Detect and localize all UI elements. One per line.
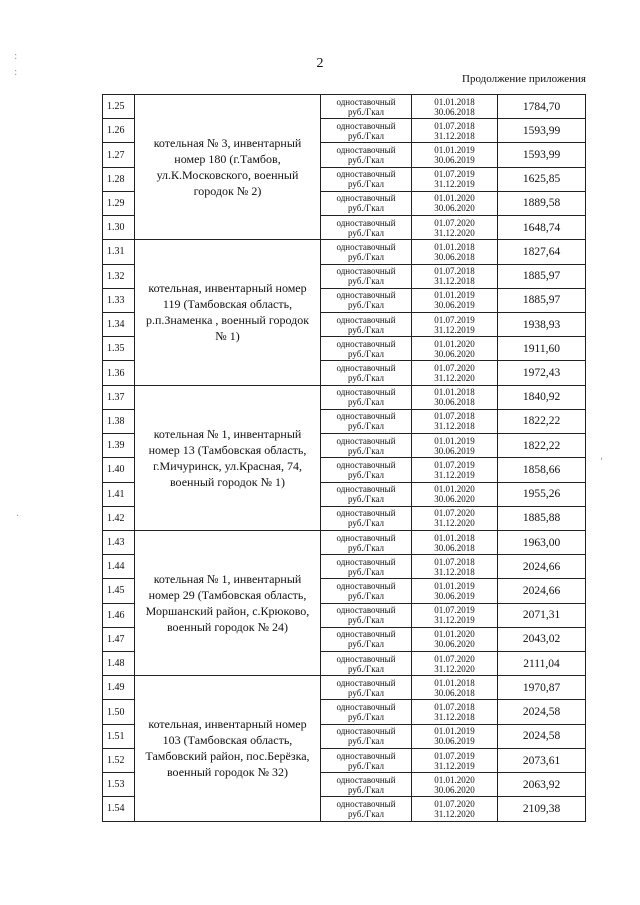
- period-end: 31.12.2020: [434, 373, 475, 384]
- tariff-type: [321, 482, 412, 506]
- tariff-type-label: одноставочный: [336, 459, 396, 470]
- tariff-type-label: одноставочный: [336, 702, 396, 713]
- tariff-type-label: одноставочный: [336, 314, 396, 325]
- tariff-unit: руб./Гкал: [347, 590, 385, 601]
- tariff-value: 1858,66: [498, 458, 586, 482]
- row-number: 1.52: [103, 748, 135, 772]
- period-start: 01.07.2019: [434, 750, 475, 761]
- period-end: 31.12.2020: [434, 518, 475, 529]
- boiler-house-name: котельная, инвентарный номер 119 (Тамбовская область, р.п.Знаменка , военный городок № 1): [135, 240, 321, 385]
- tariff-unit: руб./Гкал: [347, 179, 385, 190]
- validity-period: [412, 167, 498, 191]
- tariff-type-label: одноставочный: [336, 532, 396, 543]
- tariff-value: 2043,02: [498, 627, 586, 651]
- row-number: 1.42: [103, 506, 135, 530]
- scan-mark: :: [14, 51, 18, 62]
- period-end: 31.12.2019: [434, 469, 475, 480]
- row-number: 1.32: [103, 264, 135, 288]
- boiler-house-name: котельная № 1, инвентарный номер 13 (Тамбовская область, г.Мичуринск, ул.Красная, 74, военный городок № 1): [135, 385, 321, 530]
- tariff-type: [321, 337, 412, 361]
- tariff-table: [102, 94, 586, 822]
- row-number: 1.34: [103, 312, 135, 336]
- tariff-value: 1784,70: [498, 95, 586, 119]
- tariff-type: [321, 797, 412, 821]
- period-start: 01.01.2019: [434, 580, 475, 591]
- table-row: [103, 240, 586, 264]
- tariff-unit: руб./Гкал: [347, 373, 385, 384]
- boiler-house-name: котельная, инвентарный номер 103 (Тамбовская область, Тамбовский район, пос.Берёзка, военный городок № 32): [135, 676, 321, 821]
- row-number: 1.37: [103, 385, 135, 409]
- tariff-type: [321, 167, 412, 191]
- period-end: 31.12.2019: [434, 760, 475, 771]
- row-number: 1.38: [103, 409, 135, 433]
- period-end: 30.06.2020: [434, 348, 475, 359]
- tariff-type: [321, 95, 412, 119]
- tariff-type-label: одноставочный: [336, 363, 396, 374]
- row-number: 1.27: [103, 143, 135, 167]
- tariff-type: [321, 216, 412, 240]
- tariff-value: 1963,00: [498, 530, 586, 554]
- row-number: 1.29: [103, 191, 135, 215]
- period-end: 31.12.2020: [434, 663, 475, 674]
- period-end: 30.06.2019: [434, 445, 475, 456]
- row-number: 1.54: [103, 797, 135, 821]
- validity-period: [412, 724, 498, 748]
- period-end: 31.12.2018: [434, 276, 475, 287]
- tariff-value: 1972,43: [498, 361, 586, 385]
- scan-mark: ,: [600, 451, 604, 462]
- period-end: 30.06.2020: [434, 494, 475, 505]
- tariff-type: [321, 119, 412, 143]
- period-end: 31.12.2020: [434, 227, 475, 238]
- tariff-unit: руб./Гкал: [347, 639, 385, 650]
- validity-period: [412, 288, 498, 312]
- tariff-type: [321, 652, 412, 676]
- tariff-type-label: одноставочный: [336, 338, 396, 349]
- period-start: 01.07.2019: [434, 169, 475, 180]
- period-end: 30.06.2019: [434, 590, 475, 601]
- row-number: 1.33: [103, 288, 135, 312]
- tariff-type: [321, 385, 412, 409]
- period-start: 01.01.2020: [434, 338, 475, 349]
- tariff-value: 2024,66: [498, 579, 586, 603]
- tariff-unit: руб./Гкал: [347, 397, 385, 408]
- validity-period: [412, 458, 498, 482]
- tariff-value: 1911,60: [498, 337, 586, 361]
- tariff-unit: руб./Гкал: [347, 445, 385, 456]
- validity-period: [412, 530, 498, 554]
- period-start: 01.01.2018: [434, 387, 475, 398]
- validity-period: [412, 797, 498, 821]
- tariff-type-label: одноставочный: [336, 435, 396, 446]
- row-number: 1.51: [103, 724, 135, 748]
- validity-period: [412, 337, 498, 361]
- tariff-type: [321, 361, 412, 385]
- tariff-type-label: одноставочный: [336, 387, 396, 398]
- validity-period: [412, 627, 498, 651]
- validity-period: [412, 482, 498, 506]
- tariff-type-label: одноставочный: [336, 145, 396, 156]
- validity-period: [412, 579, 498, 603]
- period-start: 01.07.2020: [434, 508, 475, 519]
- validity-period: [412, 555, 498, 579]
- tariff-unit: руб./Гкал: [347, 687, 385, 698]
- period-end: 30.06.2018: [434, 106, 475, 117]
- tariff-type: [321, 530, 412, 554]
- scan-mark: ·: [16, 511, 20, 522]
- page-number: 2: [316, 56, 324, 71]
- period-start: 01.01.2018: [434, 532, 475, 543]
- period-start: 01.07.2018: [434, 556, 475, 567]
- tariff-type-label: одноставочный: [336, 653, 396, 664]
- period-start: 01.01.2020: [434, 484, 475, 495]
- tariff-value: 1827,64: [498, 240, 586, 264]
- period-end: 30.06.2019: [434, 736, 475, 747]
- tariff-type: [321, 676, 412, 700]
- tariff-type-label: одноставочный: [336, 580, 396, 591]
- tariff-unit: руб./Гкал: [347, 663, 385, 674]
- row-number: 1.39: [103, 434, 135, 458]
- tariff-unit: руб./Гкал: [347, 348, 385, 359]
- tariff-value: 2024,58: [498, 700, 586, 724]
- tariff-unit: руб./Гкал: [347, 712, 385, 723]
- tariff-type: [321, 506, 412, 530]
- period-end: 30.06.2018: [434, 542, 475, 553]
- tariff-type: [321, 264, 412, 288]
- period-start: 01.07.2019: [434, 314, 475, 325]
- row-number: 1.40: [103, 458, 135, 482]
- tariff-value: 2111,04: [498, 652, 586, 676]
- validity-period: [412, 434, 498, 458]
- tariff-unit: руб./Гкал: [347, 784, 385, 795]
- row-number: 1.28: [103, 167, 135, 191]
- tariff-unit: руб./Гкал: [347, 324, 385, 335]
- tariff-type-label: одноставочный: [336, 556, 396, 567]
- tariff-unit: руб./Гкал: [347, 300, 385, 311]
- tariff-type: [321, 191, 412, 215]
- row-number: 1.47: [103, 627, 135, 651]
- tariff-type-label: одноставочный: [336, 120, 396, 131]
- validity-period: [412, 676, 498, 700]
- tariff-type-label: одноставочный: [336, 750, 396, 761]
- tariff-unit: руб./Гкал: [347, 251, 385, 262]
- tariff-type-label: одноставочный: [336, 484, 396, 495]
- tariff-type-label: одноставочный: [336, 629, 396, 640]
- period-end: 31.12.2018: [434, 566, 475, 577]
- period-start: 01.07.2018: [434, 411, 475, 422]
- tariff-unit: руб./Гкал: [347, 421, 385, 432]
- period-end: 30.06.2020: [434, 639, 475, 650]
- tariff-value: 1840,92: [498, 385, 586, 409]
- period-start: 01.01.2019: [434, 145, 475, 156]
- period-start: 01.01.2020: [434, 774, 475, 785]
- row-number: 1.43: [103, 530, 135, 554]
- tariff-unit: руб./Гкал: [347, 808, 385, 819]
- table-row: [103, 530, 586, 554]
- row-number: 1.46: [103, 603, 135, 627]
- period-end: 30.06.2018: [434, 251, 475, 262]
- validity-period: [412, 409, 498, 433]
- row-number: 1.30: [103, 216, 135, 240]
- period-end: 30.06.2019: [434, 155, 475, 166]
- tariff-unit: руб./Гкал: [347, 518, 385, 529]
- tariff-type: [321, 603, 412, 627]
- tariff-type-label: одноставочный: [336, 241, 396, 252]
- tariff-value: 1970,87: [498, 676, 586, 700]
- row-number: 1.49: [103, 676, 135, 700]
- period-start: 01.07.2020: [434, 653, 475, 664]
- validity-period: [412, 652, 498, 676]
- period-end: 30.06.2020: [434, 784, 475, 795]
- tariff-unit: руб./Гкал: [347, 494, 385, 505]
- row-number: 1.25: [103, 95, 135, 119]
- tariff-value: 2024,66: [498, 555, 586, 579]
- validity-period: [412, 700, 498, 724]
- table-row: [103, 385, 586, 409]
- tariff-type-label: одноставочный: [336, 774, 396, 785]
- period-start: 01.07.2018: [434, 266, 475, 277]
- validity-period: [412, 312, 498, 336]
- row-number: 1.31: [103, 240, 135, 264]
- tariff-type: [321, 409, 412, 433]
- boiler-house-name: котельная № 1, инвентарный номер 29 (Тамбовская область, Моршанский район, с.Крюково, военный городок № 24): [135, 530, 321, 675]
- period-end: 31.12.2020: [434, 808, 475, 819]
- tariff-type-label: одноставочный: [336, 677, 396, 688]
- period-end: 31.12.2019: [434, 179, 475, 190]
- tariff-unit: руб./Гкал: [347, 566, 385, 577]
- validity-period: [412, 361, 498, 385]
- validity-period: [412, 773, 498, 797]
- tariff-value: 1625,85: [498, 167, 586, 191]
- period-start: 01.01.2019: [434, 726, 475, 737]
- tariff-type: [321, 700, 412, 724]
- tariff-unit: руб./Гкал: [347, 106, 385, 117]
- validity-period: [412, 264, 498, 288]
- tariff-value: 1885,97: [498, 264, 586, 288]
- period-start: 01.07.2020: [434, 217, 475, 228]
- tariff-type-label: одноставочный: [336, 169, 396, 180]
- tariff-value: 1885,88: [498, 506, 586, 530]
- tariff-type: [321, 240, 412, 264]
- row-number: 1.26: [103, 119, 135, 143]
- tariff-unit: руб./Гкал: [347, 203, 385, 214]
- period-end: 31.12.2018: [434, 130, 475, 141]
- tariff-unit: руб./Гкал: [347, 736, 385, 747]
- tariff-type-label: одноставочный: [336, 605, 396, 616]
- tariff-unit: руб./Гкал: [347, 276, 385, 287]
- period-start: 01.07.2020: [434, 363, 475, 374]
- tariff-type-label: одноставочный: [336, 798, 396, 809]
- tariff-value: 1889,58: [498, 191, 586, 215]
- tariff-type: [321, 724, 412, 748]
- tariff-unit: руб./Гкал: [347, 542, 385, 553]
- tariff-type: [321, 434, 412, 458]
- period-end: 30.06.2019: [434, 300, 475, 311]
- validity-period: [412, 748, 498, 772]
- tariff-type-label: одноставочный: [336, 96, 396, 107]
- validity-period: [412, 119, 498, 143]
- tariff-type: [321, 579, 412, 603]
- validity-period: [412, 603, 498, 627]
- validity-period: [412, 143, 498, 167]
- tariff-value: 1938,93: [498, 312, 586, 336]
- tariff-value: 1955,26: [498, 482, 586, 506]
- period-start: 01.01.2020: [434, 193, 475, 204]
- period-end: 31.12.2019: [434, 324, 475, 335]
- tariff-type-label: одноставочный: [336, 217, 396, 228]
- continuation-note: Продолжение приложения: [462, 73, 586, 85]
- row-number: 1.44: [103, 555, 135, 579]
- validity-period: [412, 240, 498, 264]
- period-end: 30.06.2020: [434, 203, 475, 214]
- period-end: 31.12.2019: [434, 615, 475, 626]
- row-number: 1.35: [103, 337, 135, 361]
- row-number: 1.41: [103, 482, 135, 506]
- tariff-value: 1822,22: [498, 434, 586, 458]
- validity-period: [412, 191, 498, 215]
- tariff-value: 2063,92: [498, 773, 586, 797]
- scan-mark: :: [14, 67, 18, 78]
- tariff-type-label: одноставочный: [336, 726, 396, 737]
- tariff-unit: руб./Гкал: [347, 760, 385, 771]
- tariff-type-label: одноставочный: [336, 193, 396, 204]
- tariff-unit: руб./Гкал: [347, 155, 385, 166]
- tariff-type: [321, 458, 412, 482]
- row-number: 1.53: [103, 773, 135, 797]
- period-start: 01.07.2018: [434, 120, 475, 131]
- period-start: 01.07.2019: [434, 459, 475, 470]
- row-number: 1.48: [103, 652, 135, 676]
- tariff-unit: руб./Гкал: [347, 130, 385, 141]
- tariff-type: [321, 288, 412, 312]
- table-row: [103, 95, 586, 119]
- period-end: 30.06.2018: [434, 397, 475, 408]
- tariff-value: 2109,38: [498, 797, 586, 821]
- tariff-value: 2073,61: [498, 748, 586, 772]
- table-row: [103, 676, 586, 700]
- validity-period: [412, 385, 498, 409]
- tariff-type: [321, 773, 412, 797]
- tariff-type-label: одноставочный: [336, 508, 396, 519]
- tariff-type: [321, 312, 412, 336]
- period-start: 01.07.2020: [434, 798, 475, 809]
- boiler-house-name: котельная № 3, инвентарный номер 180 (г.Тамбов, ул.К.Московского, военный городок № 2): [135, 95, 321, 240]
- period-end: 31.12.2018: [434, 421, 475, 432]
- period-start: 01.01.2019: [434, 290, 475, 301]
- period-end: 30.06.2018: [434, 687, 475, 698]
- tariff-value: 1885,97: [498, 288, 586, 312]
- period-start: 01.07.2018: [434, 702, 475, 713]
- period-start: 01.07.2019: [434, 605, 475, 616]
- tariff-type: [321, 627, 412, 651]
- tariff-value: 1593,99: [498, 143, 586, 167]
- row-number: 1.45: [103, 579, 135, 603]
- tariff-unit: руб./Гкал: [347, 469, 385, 480]
- tariff-type-label: одноставочный: [336, 290, 396, 301]
- tariff-value: 2024,58: [498, 724, 586, 748]
- validity-period: [412, 216, 498, 240]
- period-start: 01.01.2018: [434, 677, 475, 688]
- tariff-unit: руб./Гкал: [347, 227, 385, 238]
- tariff-value: 2071,31: [498, 603, 586, 627]
- validity-period: [412, 506, 498, 530]
- tariff-value: 1593,99: [498, 119, 586, 143]
- tariff-type-label: одноставочный: [336, 266, 396, 277]
- period-end: 31.12.2018: [434, 712, 475, 723]
- row-number: 1.36: [103, 361, 135, 385]
- period-start: 01.01.2018: [434, 96, 475, 107]
- validity-period: [412, 95, 498, 119]
- period-start: 01.01.2019: [434, 435, 475, 446]
- tariff-value: 1822,22: [498, 409, 586, 433]
- tariff-type: [321, 748, 412, 772]
- tariff-unit: руб./Гкал: [347, 615, 385, 626]
- tariff-type: [321, 143, 412, 167]
- tariff-type: [321, 555, 412, 579]
- period-start: 01.01.2020: [434, 629, 475, 640]
- tariff-type-label: одноставочный: [336, 411, 396, 422]
- tariff-value: 1648,74: [498, 216, 586, 240]
- period-start: 01.01.2018: [434, 241, 475, 252]
- row-number: 1.50: [103, 700, 135, 724]
